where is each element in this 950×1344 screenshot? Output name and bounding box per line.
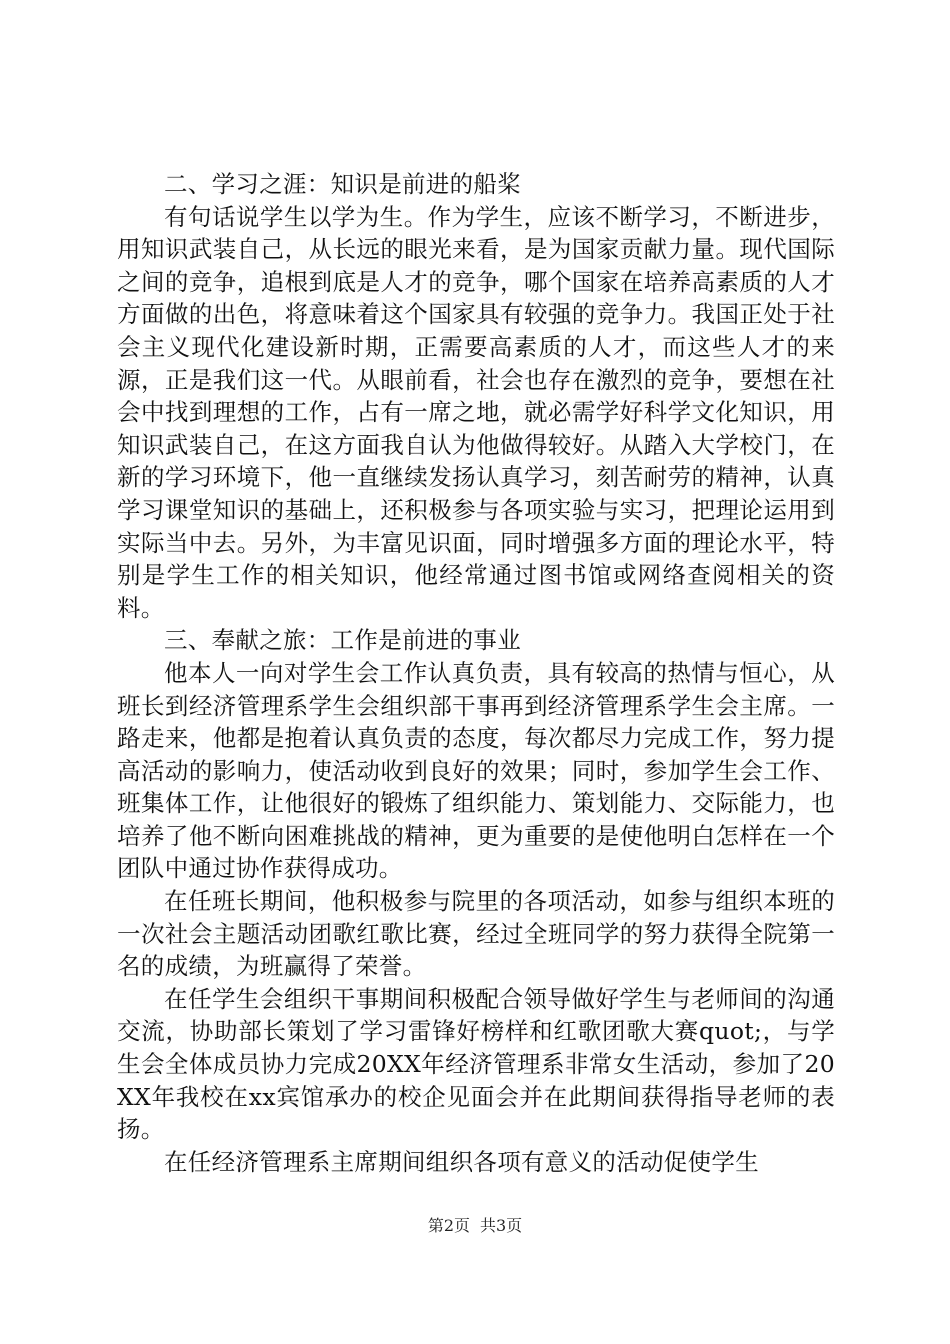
section-heading: 二、学习之涯：知识是前进的船桨: [164, 170, 521, 198]
page-total: 共3页: [480, 1216, 523, 1235]
page-footer: [0, 1216, 950, 1236]
section-heading: 三、奉献之旅：工作是前进的事业: [164, 626, 521, 655]
body-paragraph: 在任学生会组织干事期间积极配合领导做好学生与老师间的沟通交流，协助部长策划了学习雷锋好榜样和红歌团歌大赛quot;，与学生会全体成员协力完成20XX年经济管理系非常女生活动，参加了20XX年我校在xx宾馆承办的校企见面会并在此期间获得指导老师的表扬。: [117, 984, 835, 1144]
body-paragraph: 在任班长期间，他积极参与院里的各项活动，如参与组织本班的一次社会主题活动团歌红歌比赛，经过全班同学的努力获得全院第一名的成绩，为班赢得了荣誉。: [117, 887, 835, 981]
body-paragraph: 他本人一向对学生会工作认真负责，具有较高的热情与恒心，从班长到经济管理系学生会组织部干事再到经济管理系学生会主席。一路走来，他都是抱着认真负责的态度，每次都尽力完成工作，努力提高活动的影响力，使活动收到良好的效果；同时，参加学生会工作、班集体工作，让他很好的锻炼了组织能力、策划能力、交际能力，也培养了他不断向困难挑战的精神，更为重要的是使他明白怎样在一个团队中通过协作获得成功。: [117, 658, 835, 883]
page-number: 第2页: [427, 1216, 470, 1235]
body-paragraph: 在任经济管理系主席期间组织各项有意义的活动促使学生: [164, 1147, 759, 1176]
document-body: [117, 168, 835, 1178]
body-paragraph: 有句话说学生以学为生。作为学生，应该不断学习，不断进步，用知识武装自己，从长远的眼光来看，是为国家贡献力量。现代国际之间的竞争，追根到底是人才的竞争，哪个国家在培养高素质的人才方面做的出色，将意味着这个国家具有较强的竞争力。我国正处于社会主义现代化建设新时期，正需要高素质的人才，而这些人才的来源，正是我们这一代。从眼前看，社会也存在激烈的竞争，要想在社会中找到理想的工作，占有一席之地，就必需学好科学文化知识，用知识武装自己，在这方面我自认为他做得较好。从踏入大学校门，在新的学习环境下，他一直继续发扬认真学习，刻苦耐劳的精神，认真学习课堂知识的基础上，还积极参与各项实验与实习，把理论运用到实际当中去。另外，为丰富见识面，同时增强多方面的理论水平，特别是学生工作的相关知识，他经常通过图书馆或网络查阅相关的资料。: [117, 202, 835, 622]
